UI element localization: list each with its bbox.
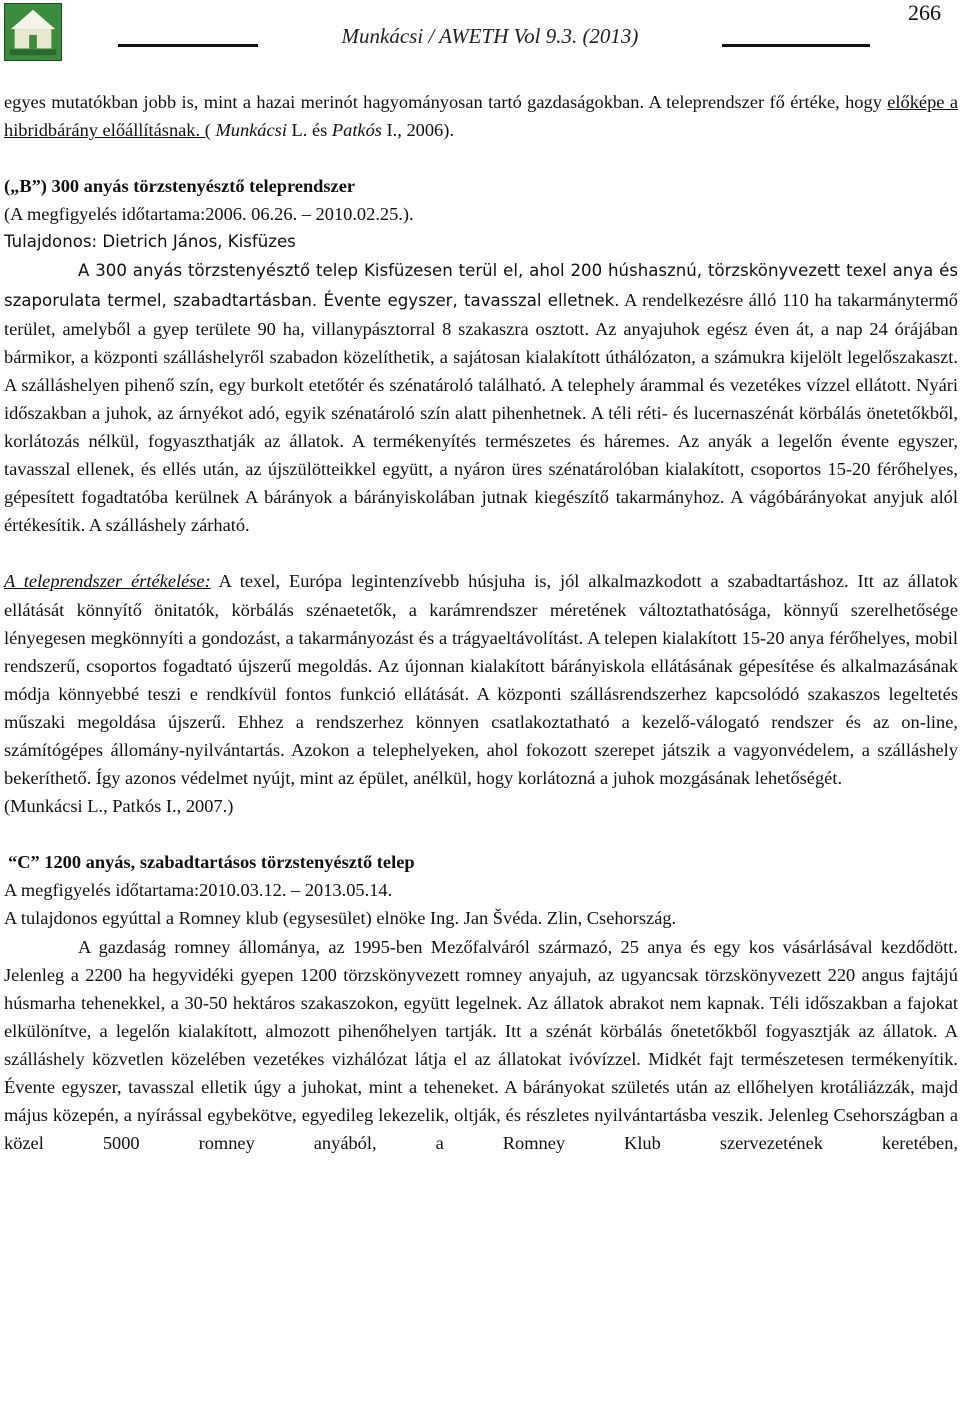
evaluation-citation: (Munkácsi L., Patkós I., 2007.) (4, 796, 234, 817)
section-b-heading: („B”) 300 anyás törzstenyésztő teleprendszer (4, 176, 356, 197)
section-b-owner: Tulajdonos: Dietrich János, Kisfüzes (4, 232, 296, 252)
journal-logo (4, 3, 62, 61)
section-b-sans-text: A 300 anyás törzstenyésztő telep Kisfüzesen terül el, ahol 200 húshasznú, törzskönyvezett texel anya és szaporulata termel, szabadtartásban. Évente egyszer, tavasszal elletnek. (4, 261, 958, 310)
evaluation-paragraph (4, 567, 958, 792)
header-rule-right (722, 44, 870, 47)
intro-text: egyes mutatókban jobb is, mint a hazai merinót hagyományosan tartó gazdaságokban. A teleprendszer fő értéke, hogy (4, 92, 888, 112)
citation-author-2: Patkós (331, 120, 382, 141)
paragraph-intro (4, 88, 958, 144)
section-c-heading: “C” 1200 anyás, szabadtartásos törzstenyésztő telep (8, 852, 415, 873)
page-number: 266 (908, 0, 941, 25)
page-header (0, 0, 960, 70)
intro-text-2: L. és (286, 120, 332, 141)
article-body (4, 88, 958, 1157)
evaluation-text: A texel, Európa legintenzívebb húsjuha is, jól alkalmazkodott a szabadtartáshoz. Itt az állatok ellátását könnyítő önitatók, körbálás szénaetetők, a karámrendszer méretének változtathatósága, könnyű szerelhetősége lényegesen megkönnyíti a gondozást, a takarmányozást és a trágyaeltávolítást. A telepen kialakított 15-20 anya férőhelyes, mobil rendszerű, csoportos fogadtató újszerű megoldás. Az újonnan kialakított bárányiskola ellátásának gépesítése és alkalmazásának módja könnyebbé teszi e rendkívül fontos funkció ellátását. A központi szállásrendszerhez kapcsolódó szakaszos legeltetés műszaki megoldása újszerű. Ehhez a rendszerhez könnyen csatlakoztatható a kezelő-válogató rendszer és az on-line, számítógépes állomány-nyilvántartás. Azokon a telephelyeken, ahol fokozott szerepet játszik a vagyonvédelem, a szálláshely bekeríthető. Így azonos védelmet nyújt, mint az épület, anélkül, hogy korlátozná a juhok mozgásának lehetőségét. (4, 571, 958, 789)
intro-text-3: I., 2006). (381, 120, 454, 141)
citation-author: Munkácsi (215, 120, 287, 141)
spacer (4, 539, 958, 567)
house-icon (5, 4, 61, 60)
section-b-period: (A megfigyelés időtartama:2006. 06.26. – 2010.02.25.). (4, 204, 414, 225)
section-c-period: A megfigyelés időtartama:2010.03.12. – 2013.05.14. (4, 880, 393, 901)
section-b-body (4, 256, 958, 539)
section-c-owner: A tulajdonos egyúttal a Romney klub (egysesület) elnöke Ing. Jan Švéda. Zlin, Csehország. (4, 908, 677, 929)
intro-underlined: előképe a hibridbárány előállításnak. ( (4, 92, 958, 141)
spacer (4, 820, 958, 848)
spacer (4, 144, 958, 172)
header-rule-left (118, 44, 258, 47)
evaluation-label: A teleprendszer értékelése: (4, 571, 211, 592)
section-b-serif-text: A rendelkezésre álló 110 ha takarmánytermő terület, amelyből a gyep területe 90 ha, villanypásztorral 8 szakaszra osztott. Az anyajuhok egész éven át, a nap 24 órájában bármikor, a központi szálláshelyről szabadon közelíthetik, a sajátosan kialakított úthálózaton, a számukra kijelölt legelőszakaszt. A szálláshelyen pihenő szín, egy burkolt etetőtér és szénatároló található. A telephely árammal és vezetékes vízzel ellátott. Nyári időszakban a juhok, az árnyékot adó, egyik szénatároló szín alatt pihenhetnek. A téli réti- és lucernaszénát körbálás önetetőkből, korlátozás nélkül, fogyaszthatják az állatok. A termékenyítés természetes és háremes. Az anyák a legelőn évente egyszer, tavasszal ellenek, és ellés után, az újszülötteikkel együtt, a nyáron üres szénatárolóban kialakított, csoportos 15-20 férőhelyes, gépesített fogadtatóba kerülnek A bárányok a bárányiskolában jutnak kiegészítő takarmányhoz. A vágóbárányokat anyjuk alól értékesítik. A szálláshely zárható. (4, 289, 958, 536)
section-c-body: A gazdaság romney állománya, az 1995-ben Mezőfalváról származó, 25 anya és egy kos vásárlásával kezdődött. Jelenleg a 2200 ha hegyvidéki gyepen 1200 törzskönyvezett romney anyajuh, az ugyancsak törzskönyvezett 220 angus fajtájú húsmarha tehenekkel, a 30-50 hektáros szakaszokon, együtt legelnek. Az állatok abrakot nem kapnak. Téli időszakban a fajokat elkülönítve, a legelőn kialakított, almozott pihenőhelyen tartják. Itt a szénát körbálás őnetetőkből fogyasztják az állatok. A szálláshely közvetlen közelében vezetékes vizhálózat látja el az állatokat ivóvízzel. Midkét fajt természetesen termékenyítik. Évente egyszer, tavasszal elletik úgy a juhokat, mint a teheneket. A bárányokat születés után az ellőhelyen krotáliázzák, majd május közepén, a nyírással egybekötve, egyedileg lekezelik, oltják, és részletes nyilvántartásba veszik. Jelenleg Csehországban a közel 5000 romney anyából, a Romney Klub szervezetének keretében, (4, 936, 958, 1154)
journal-title: Munkácsi / AWETH Vol 9.3. (2013) (341, 24, 639, 48)
